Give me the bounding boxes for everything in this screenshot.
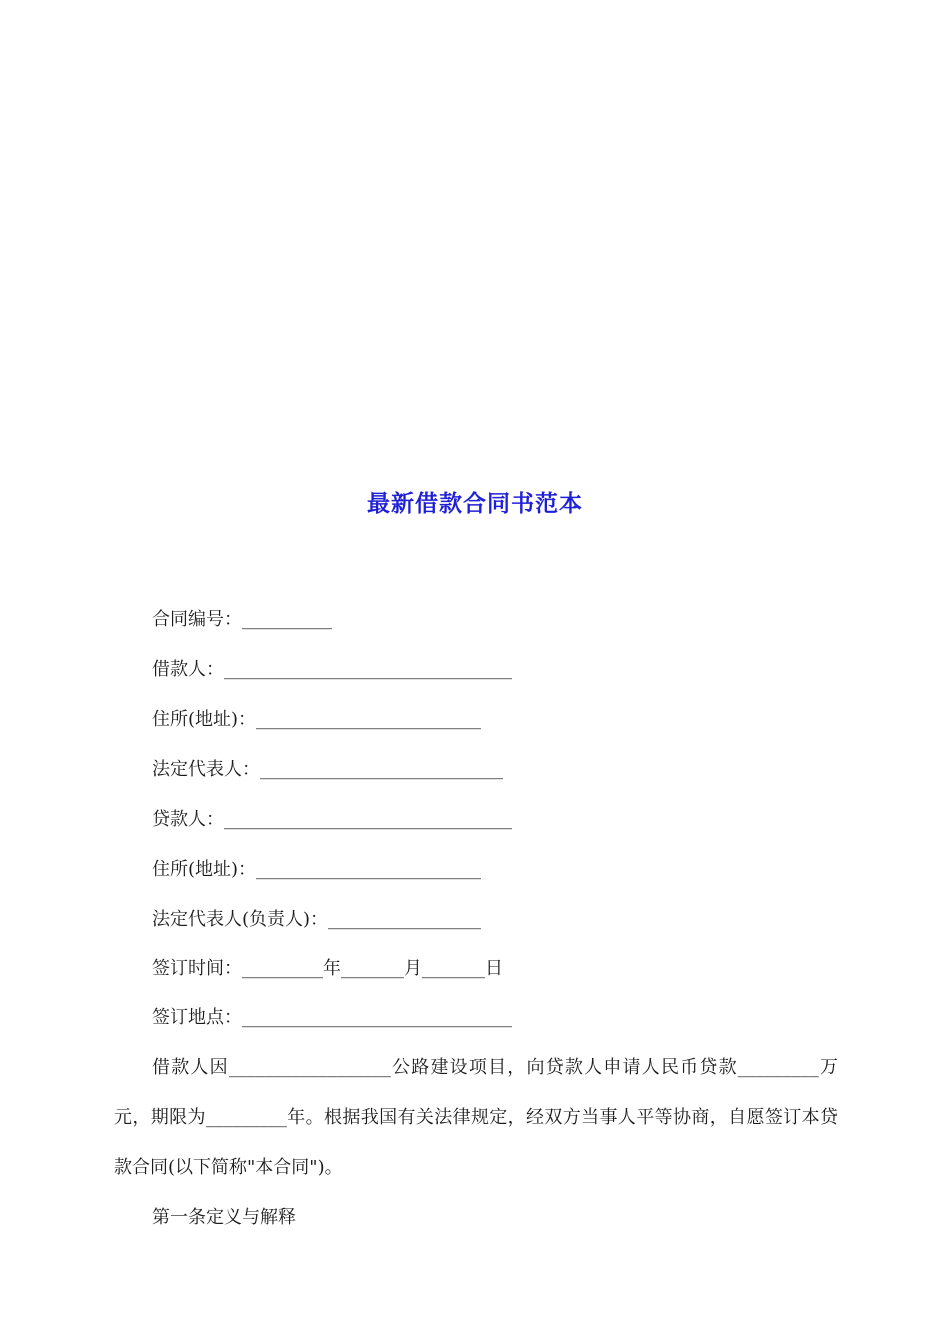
borrower-field: 借款人：________________________________ (152, 659, 512, 680)
lender-field: 贷款人：________________________________ (152, 809, 512, 830)
lender-address-field: 住所(地址)：_________________________ (152, 859, 482, 880)
borrower-legal-representative-field: 法定代表人：___________________________ (152, 759, 503, 780)
signing-date-field: 签订时间：_________年_______月_______日 (152, 958, 503, 979)
document-title: 最新借款合同书范本 (367, 490, 583, 517)
section-heading: 第一条定义与解释 (152, 1207, 296, 1228)
contract-number-field: 合同编号：__________ (152, 609, 332, 630)
borrower-address-field: 住所(地址)：_________________________ (152, 709, 482, 730)
signing-place-field: 签订地点：______________________________ (152, 1007, 512, 1028)
lender-legal-representative-field: 法定代表人(负责人)：_________________ (152, 909, 482, 930)
intro-paragraph: 借款人因__________________公路建设项目，向贷款人申请人民币贷款_________万元，期限为_________年。根据我国有关法律规定，经双方当事人平等协商，自愿签订本贷款合同(以下简称"本合同")。 (114, 1057, 838, 1178)
